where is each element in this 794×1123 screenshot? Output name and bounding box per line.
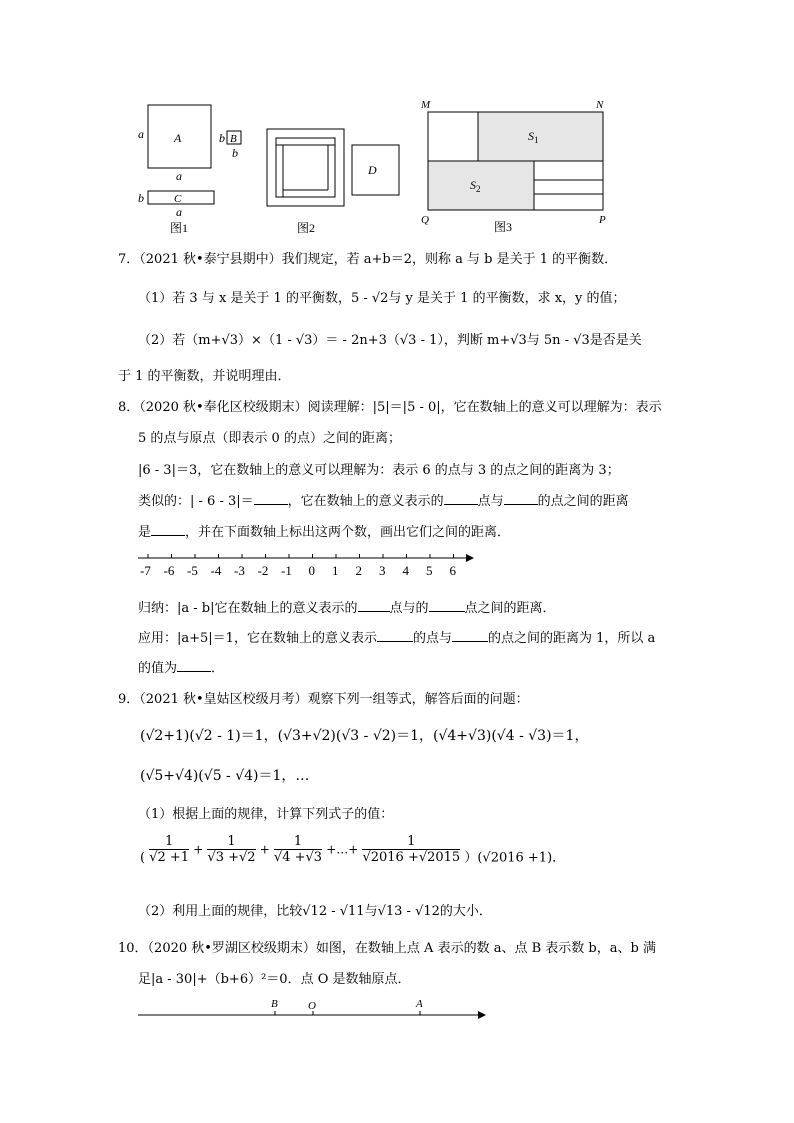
q8-line5-a: 是: [138, 525, 152, 540]
q8-tick-label: -3: [234, 563, 245, 578]
fig1-caption: 图1: [170, 221, 189, 235]
q8-blank-6[interactable]: [429, 599, 465, 612]
q7-part2a: （2）若（m+√3）×（1 - √3）＝ - 2n+3（√3 - 1），判断 m+√3与 5n - √3是否是关: [138, 333, 642, 348]
q8-line4-c: 点与: [477, 494, 504, 509]
q8-apply-e: ．: [211, 661, 225, 676]
q9-open-paren: (: [140, 850, 146, 866]
q8-line4: [138, 490, 629, 509]
q8-tick-label: 5: [426, 563, 433, 578]
q7-part1: （1）若 3 与 x 是关于 1 的平衡数，5 - √2与 y 是关于 1 的平衡数，求 x，y 的值；: [138, 291, 626, 306]
fig3-label-S2: $S_2$: [470, 178, 481, 194]
q8-line5-b: ，并在下面数轴上标出这两个数，画出它们之间的距离．: [185, 525, 511, 540]
q8-apply: [138, 627, 655, 646]
q10-label-A: A: [416, 998, 423, 1010]
q8-apply-a: 应用：|a+5|＝1，它在数轴上的意义表示: [138, 631, 377, 646]
fig1-label-A: A: [174, 131, 182, 145]
fig1-label-C: C: [174, 193, 182, 205]
q9-frac-tail: ）(√2016 +1)．: [464, 850, 566, 866]
q8-tick-label: 2: [355, 563, 362, 578]
q8-number-line: [130, 548, 480, 582]
q9-part1: （1）根据上面的规律，计算下列式子的值：: [138, 807, 394, 822]
q8-line4-b: ，它在数轴上的意义表示的: [287, 494, 444, 509]
fig3-label-S1: $S_1$: [528, 129, 539, 145]
fig1-label-b-left: b: [219, 131, 225, 145]
q8-blank-3[interactable]: [504, 492, 538, 505]
q10-number-line: [130, 995, 490, 1023]
fig3-label-Q: Q: [421, 214, 429, 226]
q8-line1: 8．（2020 秋•奉化区校级期末）阅读理解：|5|＝|5 - 0|，它在数轴上的意义可以理解为：表示: [118, 400, 662, 415]
q9-frac-1: $\frac{1}{√2 +1}$: [149, 834, 190, 865]
fig2-label-D: D: [368, 163, 377, 177]
figure-3: [418, 96, 614, 236]
fig3-label-N: N: [596, 99, 604, 111]
q9-fraction-sum: ( $\frac{1}{√2 +1}$ + $\frac{1}{√3 +√2}$ + $\frac{1}{√4 +√3}$ +…+ $\frac{1}{√2016 +√2015}$ ）(√2016 +1)．: [140, 834, 566, 866]
fig3-label-P: P: [599, 214, 606, 226]
q8-tick-label: 3: [379, 563, 386, 578]
q8-apply-c: 的点之间的距离为 1，所以 a: [487, 631, 656, 646]
q8-summary-b: 点与的: [389, 601, 429, 616]
q10-label-O: O: [308, 1000, 316, 1012]
q8-summary: [138, 597, 556, 616]
q8-summary-c: 点之间的距离．: [464, 601, 556, 616]
q8-tick-label: -5: [187, 563, 198, 578]
q8-tick-label: -1: [281, 563, 292, 578]
q8-line4-d: 的点之间的距离: [537, 494, 629, 509]
q8-line4-a: 类似的：| - 6 - 3|＝: [138, 494, 254, 509]
q7-header: 7．（2021 秋•泰宁县期中）我们规定，若 a+b＝2，则称 a 与 b 是关于 1 的平衡数．: [118, 252, 618, 267]
q8-line3: |6 - 3|＝3，它在数轴上的意义可以理解为：表示 6 的点与 3 的点之间的距离为 3；: [138, 463, 620, 478]
q7-part2b: 于 1 的平衡数，并说明理由．: [118, 369, 291, 384]
q8-tick-label: 4: [402, 563, 409, 578]
fig2-caption: 图2: [297, 221, 316, 235]
fig1-label-a-left: a: [138, 127, 144, 141]
fig1-label-a-bottom: a: [176, 169, 182, 183]
q8-blank-9[interactable]: [177, 659, 211, 672]
q8-line2: 5 的点与原点（即表示 0 的点）之间的距离；: [138, 431, 401, 446]
q8-tick-label: -6: [163, 563, 175, 578]
fig3-caption: 图3: [494, 220, 513, 234]
q9-frac-4: $\frac{1}{√2016 +√2015}$: [362, 834, 461, 865]
fig1-label-B: B: [230, 133, 237, 145]
q8-line5: [138, 521, 510, 540]
q9-eq-line1: (√2+1)(√2 - 1)＝1，(√3+√2)(√3 - √2)＝1，(√4+√3)(√4 - √3)＝1，: [140, 728, 589, 744]
q8-tick-label: -4: [210, 563, 222, 578]
q8-blank-2[interactable]: [444, 492, 478, 505]
q10-line1: 10．（2020 秋•罗湖区校级期末）如图，在数轴上点 A 表示的数 a、点 B 表示数 b，a、b 满: [118, 941, 656, 956]
q8-blank-4[interactable]: [151, 523, 185, 536]
q8-apply-line2: [138, 657, 224, 676]
fig1-label-b-c: b: [138, 191, 144, 205]
q8-tick-label: 6: [449, 563, 456, 578]
q9-eq-line2: (√5+√4)(√5 - √4)＝1，…: [140, 768, 310, 784]
q8-blank-1[interactable]: [254, 492, 288, 505]
q8-apply-d: 的值为: [138, 661, 178, 676]
q8-tick-label: 1: [332, 563, 339, 578]
q10-label-B: B: [271, 998, 278, 1010]
figure-1: [130, 98, 260, 236]
q8-apply-b: 的点与: [412, 631, 452, 646]
q8-blank-5[interactable]: [358, 599, 390, 612]
fig3-label-M: M: [421, 99, 431, 111]
q8-tick-label: -2: [257, 563, 269, 578]
q9-frac-3: $\frac{1}{√4 +√3}$: [273, 834, 323, 865]
q9-frac-2: $\frac{1}{√3 +√2}$: [207, 834, 256, 865]
q9-part2: （2）利用上面的规律，比较√12 - √11与√13 - √12的大小．: [138, 904, 492, 919]
fig1-label-a-c: a: [176, 205, 182, 219]
q8-summary-a: 归纳：|a - b|它在数轴上的意义表示的: [138, 601, 358, 616]
figure-2: [262, 124, 404, 236]
q10-line2: 足|a - 30|+（b+6）²＝0．点 O 是数轴原点．: [138, 972, 411, 987]
fig1-label-b-bottom: b: [232, 146, 238, 160]
q8-blank-8[interactable]: [452, 629, 488, 642]
q8-tick-label: 0: [308, 563, 315, 578]
q9-header: 9．（2021 秋•皇姑区校级月考）观察下列一组等式，解答后面的问题：: [118, 692, 529, 707]
q8-tick-label: -7: [140, 563, 151, 578]
q8-blank-7[interactable]: [377, 629, 413, 642]
